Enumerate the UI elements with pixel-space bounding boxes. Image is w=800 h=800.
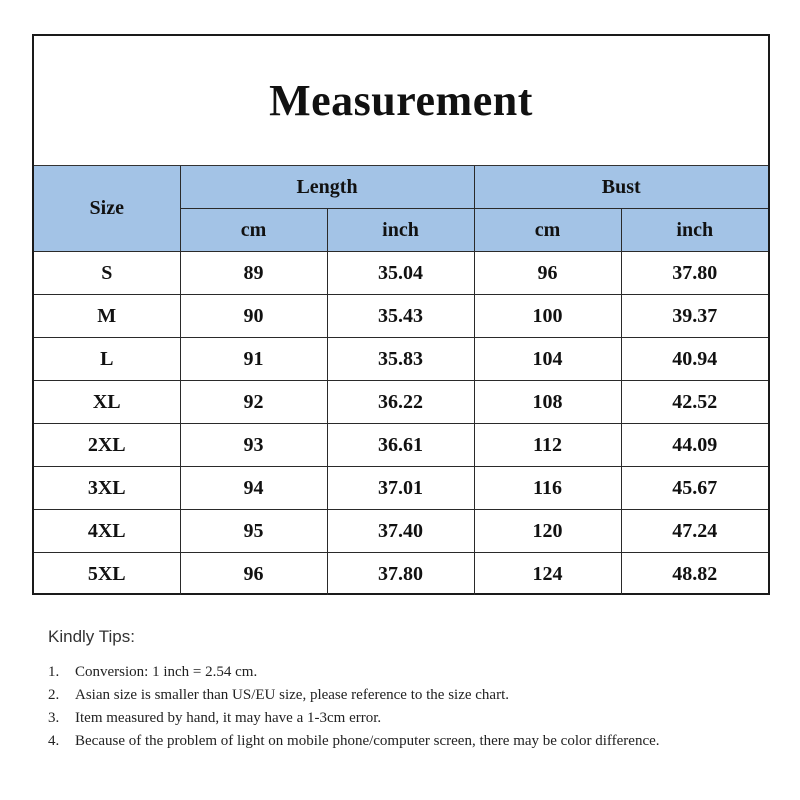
size-cell: S [34, 252, 180, 295]
measurement-chart [32, 34, 770, 595]
bust-inch-cell: 44.09 [621, 424, 768, 467]
length-inch-cell: 36.22 [327, 381, 474, 424]
bust-cm-cell: 116 [474, 467, 621, 510]
bust-cm-cell: 108 [474, 381, 621, 424]
list-item [48, 661, 748, 684]
tip-text: Because of the problem of light on mobile phone/computer screen, there may be color difference. [75, 733, 660, 749]
length-cm-cell: 96 [180, 553, 327, 596]
bust-cm-cell: 96 [474, 252, 621, 295]
tip-number: 1. [48, 664, 60, 680]
kindly-tips [48, 627, 748, 753]
length-inch-cell: 37.40 [327, 510, 474, 553]
bust-inch-cell: 40.94 [621, 338, 768, 381]
bust-inch-cell: 37.80 [621, 252, 768, 295]
header-row-groups [34, 166, 768, 209]
size-cell: 2XL [34, 424, 180, 467]
length-group-header: Length [180, 166, 474, 209]
tip-text: Item measured by hand, it may have a 1-3cm error. [75, 710, 382, 726]
size-column-header: Size [34, 166, 180, 252]
length-cm-cell: 95 [180, 510, 327, 553]
bust-cm-cell: 124 [474, 553, 621, 596]
tips-title: Kindly Tips: [48, 627, 135, 646]
list-item [48, 707, 748, 730]
length-inch-header: inch [327, 209, 474, 252]
length-inch-cell: 37.80 [327, 553, 474, 596]
length-inch-cell: 35.04 [327, 252, 474, 295]
tips-list [48, 661, 748, 753]
length-cm-cell: 90 [180, 295, 327, 338]
table-row [34, 338, 768, 381]
length-inch-cell: 35.43 [327, 295, 474, 338]
length-cm-cell: 92 [180, 381, 327, 424]
bust-cm-cell: 112 [474, 424, 621, 467]
bust-inch-cell: 48.82 [621, 553, 768, 596]
title-area [34, 36, 768, 166]
length-inch-cell: 37.01 [327, 467, 474, 510]
size-cell: XL [34, 381, 180, 424]
size-cell: 3XL [34, 467, 180, 510]
table-row [34, 424, 768, 467]
length-cm-cell: 94 [180, 467, 327, 510]
length-inch-cell: 35.83 [327, 338, 474, 381]
page-title: Measurement [269, 76, 533, 125]
tip-text: Conversion: 1 inch = 2.54 cm. [75, 664, 258, 680]
bust-cm-cell: 104 [474, 338, 621, 381]
bust-inch-header: inch [621, 209, 768, 252]
bust-cm-cell: 120 [474, 510, 621, 553]
size-table [34, 166, 768, 595]
table-row [34, 381, 768, 424]
length-cm-cell: 93 [180, 424, 327, 467]
bust-inch-cell: 45.67 [621, 467, 768, 510]
list-item [48, 684, 748, 707]
tip-text: Asian size is smaller than US/EU size, please reference to the size chart. [75, 687, 509, 703]
tip-number: 2. [48, 687, 60, 703]
bust-inch-cell: 47.24 [621, 510, 768, 553]
tip-number: 3. [48, 710, 60, 726]
table-row [34, 467, 768, 510]
table-row [34, 252, 768, 295]
length-cm-header: cm [180, 209, 327, 252]
size-cell: 4XL [34, 510, 180, 553]
length-inch-cell: 36.61 [327, 424, 474, 467]
bust-cm-cell: 100 [474, 295, 621, 338]
list-item [48, 730, 748, 753]
bust-group-header: Bust [474, 166, 768, 209]
size-cell: L [34, 338, 180, 381]
size-cell: 5XL [34, 553, 180, 596]
table-row [34, 553, 768, 596]
bust-inch-cell: 39.37 [621, 295, 768, 338]
length-cm-cell: 91 [180, 338, 327, 381]
table-row [34, 295, 768, 338]
length-cm-cell: 89 [180, 252, 327, 295]
bust-inch-cell: 42.52 [621, 381, 768, 424]
tip-number: 4. [48, 733, 60, 749]
bust-cm-header: cm [474, 209, 621, 252]
table-row [34, 510, 768, 553]
size-cell: M [34, 295, 180, 338]
